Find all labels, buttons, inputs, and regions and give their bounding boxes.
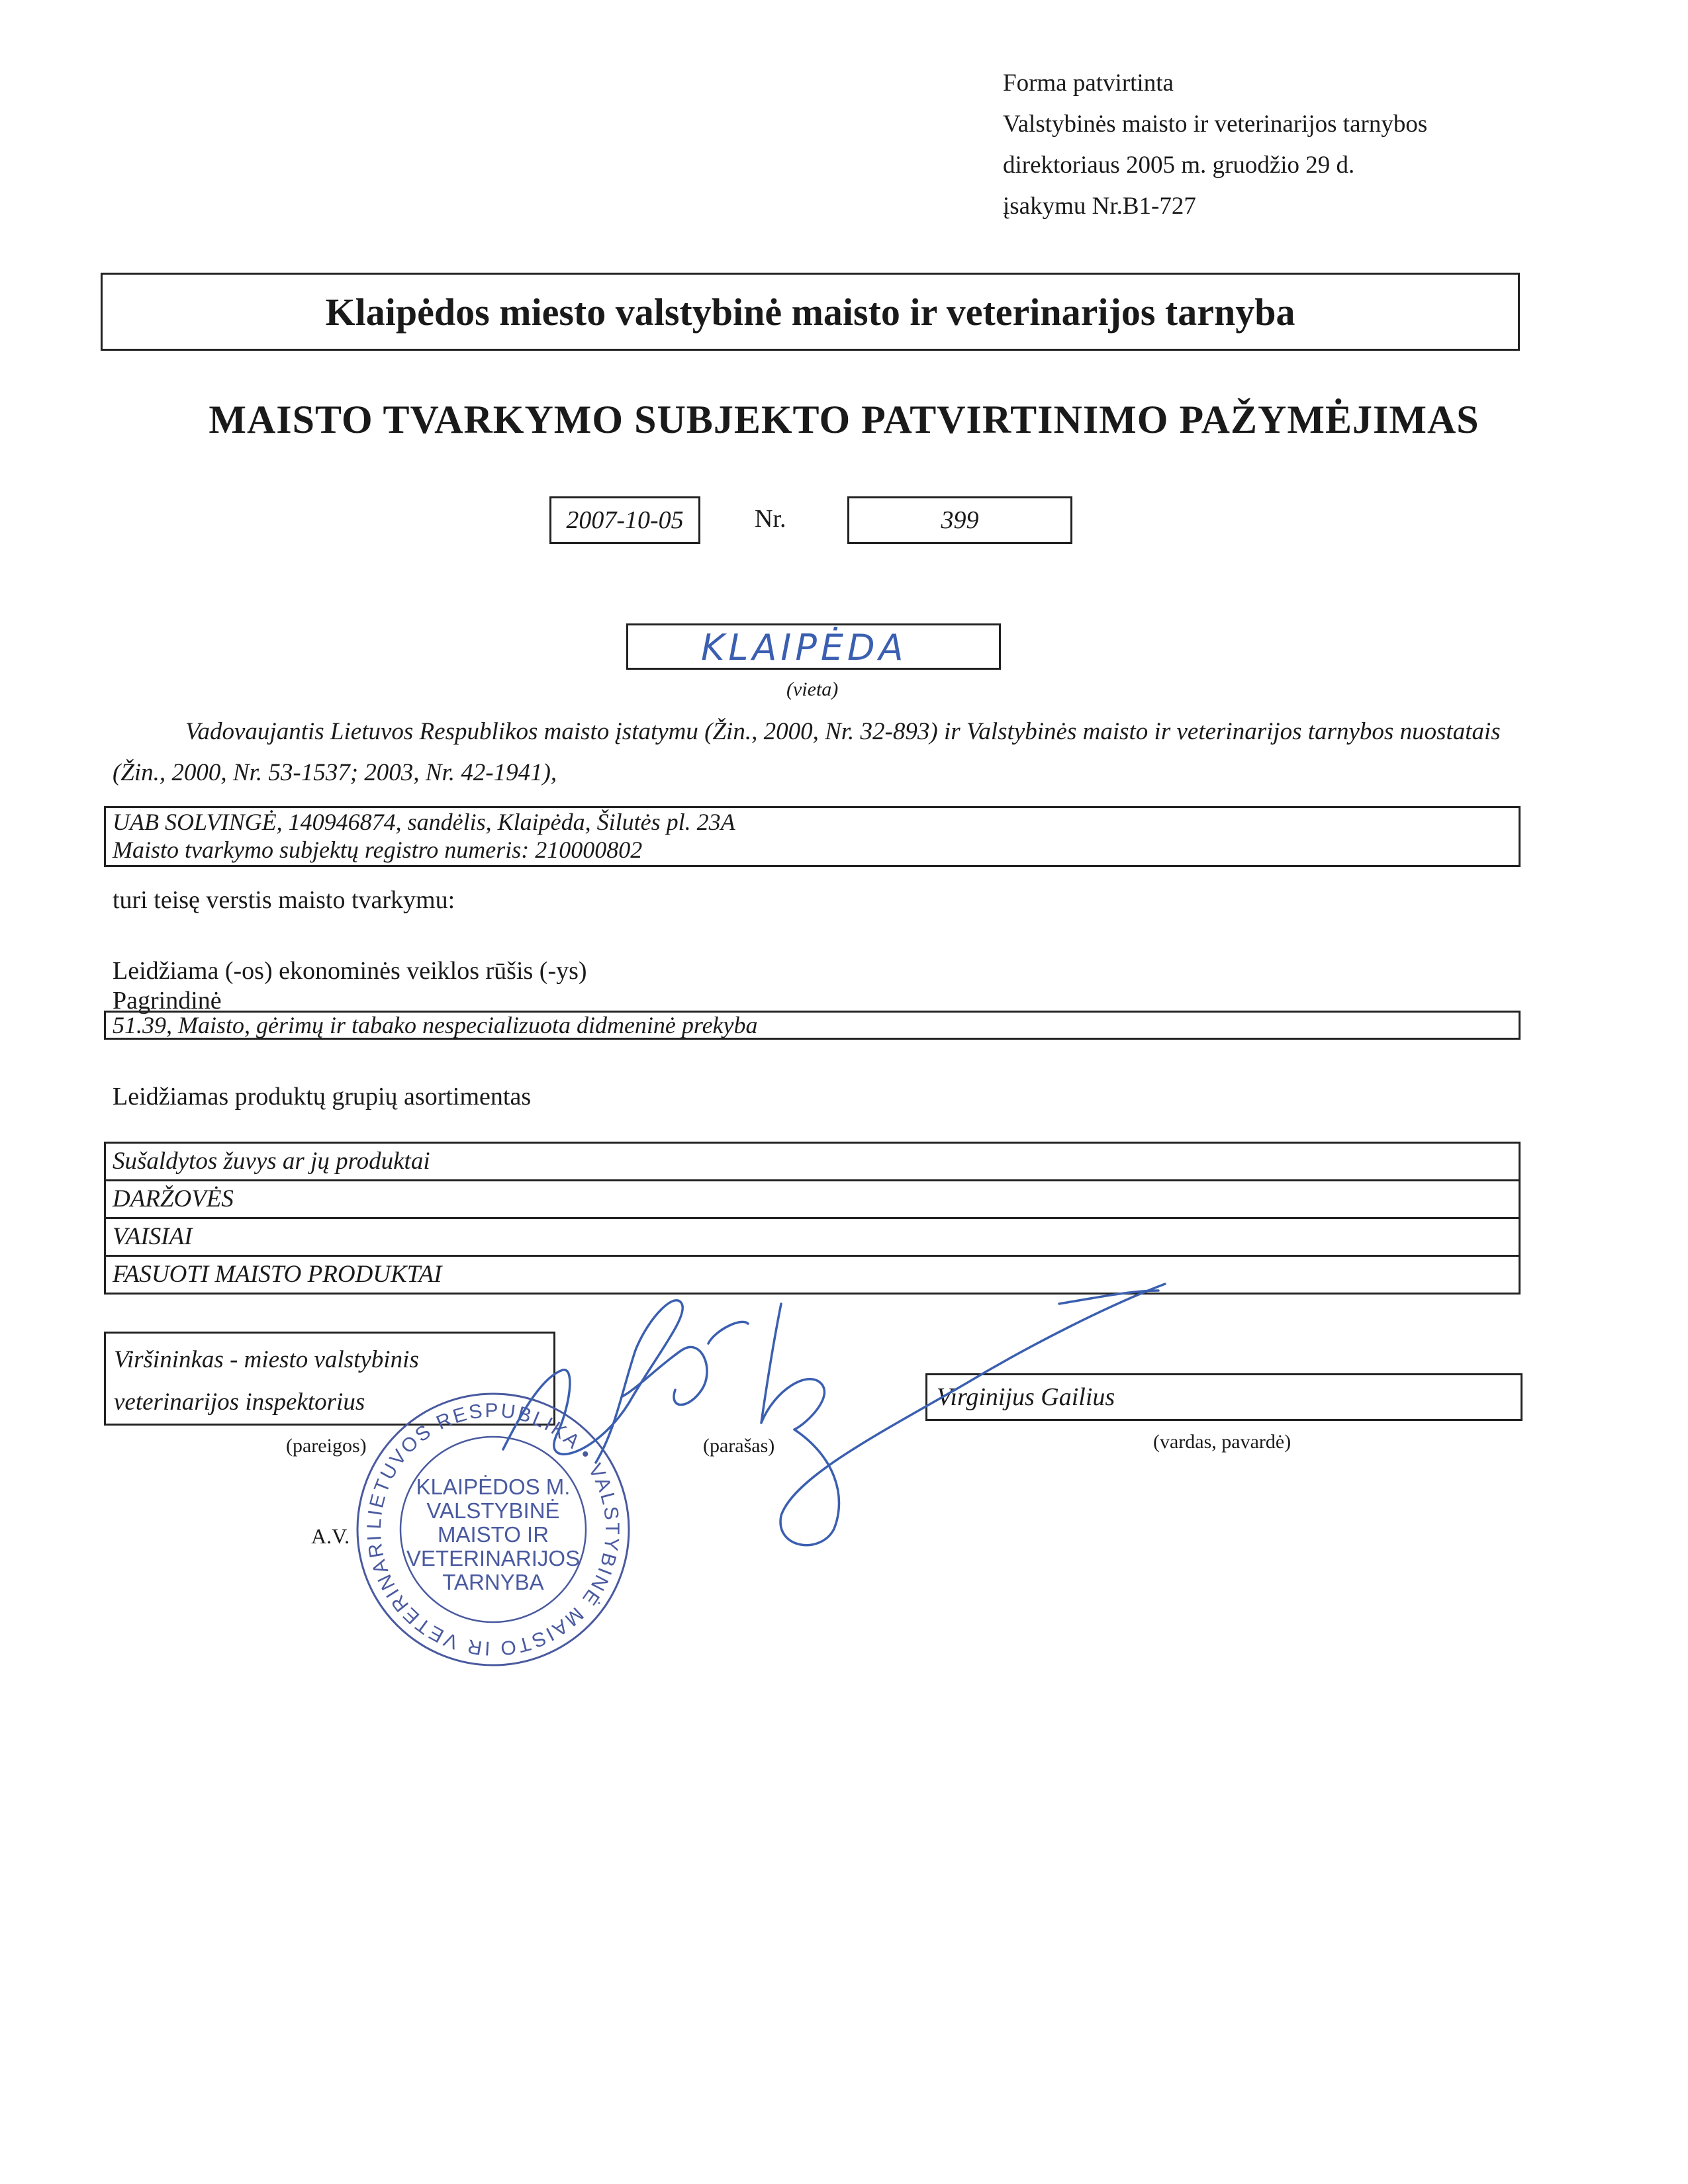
right-statement: turi teisę verstis maisto tvarkymu:: [113, 886, 455, 914]
name-caption: (vardas, pavardė): [1153, 1431, 1291, 1453]
position-line-1: Viršininkas - miesto valstybinis: [114, 1346, 419, 1373]
approval-line-2: Valstybinės maisto ir veterinarijos tarnybos: [1003, 111, 1428, 138]
product-groups-table: [104, 1142, 1521, 1295]
agency-name: Klaipėdos miesto valstybinė maisto ir veterinarijos tarnyba: [325, 290, 1295, 334]
stamp-line-2: VALSTYBINĖ: [426, 1498, 560, 1523]
product-group-row: VAISIAI: [104, 1219, 1521, 1257]
signatory-name: Virginijus Gailius: [937, 1383, 1115, 1411]
seal-label: A.V.: [311, 1524, 350, 1548]
legal-basis-text: [113, 711, 1516, 794]
product-group-row: DARŽOVĖS: [104, 1181, 1521, 1219]
issue-date-field: [549, 496, 700, 544]
approval-line-4: įsakymu Nr.B1-727: [1003, 193, 1196, 220]
place-handwritten: KLAIPĖDA: [701, 627, 908, 668]
activity-subheading: Pagrindinė: [113, 987, 222, 1015]
number-label: Nr.: [755, 505, 786, 533]
issue-date: 2007-10-05: [566, 506, 684, 534]
position-caption: (pareigos): [286, 1435, 367, 1457]
registry-number: Maisto tvarkymo subjektų registro numeris: 210000802: [113, 837, 643, 863]
product-group-row: FASUOTI MAISTO PRODUKTAI: [104, 1257, 1521, 1295]
stamp-line-4: VETERINARIJOS: [406, 1546, 581, 1570]
approval-line-1: Forma patvirtinta: [1003, 69, 1174, 97]
certificate-number-field: [847, 496, 1072, 544]
product-group-row: Sušaldytos žuvys ar jų produktai: [104, 1142, 1521, 1181]
stamp-line-3: MAISTO IR: [437, 1522, 549, 1547]
agency-name-box: [101, 273, 1520, 351]
approval-line-3: direktoriaus 2005 m. gruodžio 29 d.: [1003, 152, 1355, 179]
legal-basis-line-2: nuostatais (Žin., 2000, Nr. 53-1537; 2003, Nr. 42-1941),: [113, 718, 1501, 786]
stamp-line-5: TARNYBA: [442, 1570, 544, 1594]
product-groups-heading: Leidžiamas produktų grupių asortimentas: [113, 1083, 532, 1111]
activity-value: 51.39, Maisto, gėrimų ir tabako nespecializuota didmeninė prekyba: [113, 1012, 758, 1038]
food-business-operator-box: [104, 806, 1521, 867]
stamp-line-1: KLAIPĖDOS M.: [416, 1475, 571, 1499]
activity-heading: Leidžiama (-os) ekonominės veiklos rūšis (-ys): [113, 957, 587, 985]
signature-icon: [463, 1277, 1192, 1555]
position-line-2: veterinarijos inspektorius: [114, 1388, 365, 1416]
certificate-number: 399: [941, 506, 979, 534]
signature-caption: (parašas): [703, 1435, 775, 1457]
handwritten-signature: [463, 1277, 1192, 1555]
activity-field: [104, 1011, 1521, 1040]
form-approval-note: [1003, 63, 1427, 227]
place-caption: (vieta): [786, 678, 839, 700]
legal-basis-line-1: Vadovaujantis Lietuvos Respublikos maisto įstatymu (Žin., 2000, Nr. 32-893) ir Valstybinės maisto ir veterinarijos tarnybos: [185, 718, 1394, 745]
place-field: [626, 623, 1001, 670]
stamp-ring-text: LIETUVOS RESPUBLIKA • VALSTYBINĖ MAISTO IR VETERINARI: [363, 1399, 624, 1660]
operator-details: UAB SOLVINGĖ, 140946874, sandėlis, Klaipėda, Šilutės pl. 23A: [113, 809, 735, 835]
document-title: MAISTO TVARKYMO SUBJEKTO PATVIRTINIMO PAŽYMĖJIMAS: [209, 398, 1479, 441]
